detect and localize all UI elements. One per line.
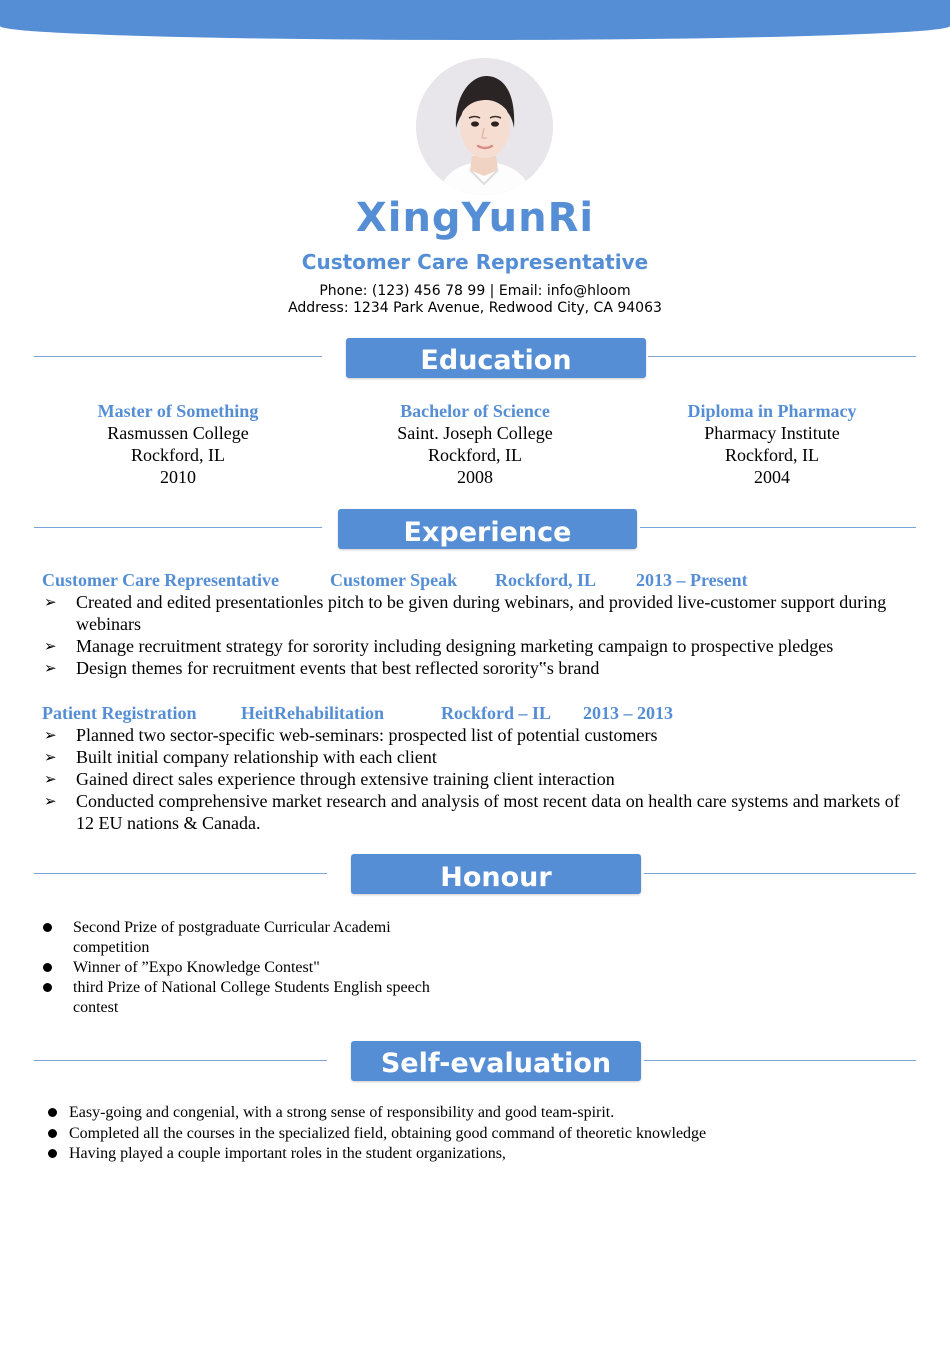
graduation-year: 2004 — [754, 467, 790, 487]
arrow-bullet-icon: ➢ — [44, 637, 57, 655]
arrow-bullet-icon: ➢ — [44, 748, 57, 766]
list-item: ➢ Gained direct sales experience through extensive training client interaction — [44, 769, 615, 789]
list-item: ➢ Design themes for recruitment events that best reflected sorority‟s brand — [44, 658, 600, 678]
job-company: HeitRehabilitation — [241, 703, 384, 723]
degree-title: Bachelor of Science — [400, 401, 550, 421]
self-evaluation-list — [69, 1103, 929, 1165]
job-title: Customer Care Representative — [301, 250, 649, 274]
bullet-dot-icon — [43, 963, 52, 972]
divider-line — [644, 1060, 916, 1061]
contact-address: Address: 1234 Park Avenue, Redwood City, CA 94063 — [288, 300, 662, 316]
school-name: Rasmussen College — [107, 423, 249, 443]
degree-title: Diploma in Pharmacy — [687, 401, 857, 421]
section-heading-self-evaluation: Self-evaluation — [351, 1041, 641, 1081]
school-name: Saint. Joseph College — [397, 423, 553, 443]
portrait-illustration — [416, 58, 553, 195]
profile-photo — [416, 58, 553, 195]
divider-line — [34, 356, 322, 357]
divider-line — [640, 527, 916, 528]
school-location: Rockford, IL — [428, 445, 522, 465]
job-company: Customer Speak — [330, 570, 458, 590]
bullet-dot-icon — [43, 923, 52, 932]
section-heading-honour: Honour — [351, 854, 641, 894]
education-entry — [622, 400, 922, 488]
job-bullet-list — [42, 591, 912, 679]
bullet-dot-icon — [48, 1149, 57, 1158]
divider-line — [644, 873, 916, 874]
job-role: Customer Care Representative — [42, 570, 279, 590]
arrow-bullet-icon: ➢ — [44, 593, 57, 611]
list-item: Easy-going and congenial, with a strong sense of responsibility and good team-spirit. — [69, 1103, 929, 1124]
top-banner — [0, 0, 950, 40]
degree-title: Master of Something — [97, 401, 259, 421]
honour-list — [73, 918, 443, 1018]
divider-line — [648, 356, 916, 357]
bullet-dot-icon — [48, 1129, 57, 1138]
job-location: Rockford – IL — [441, 703, 552, 723]
job-bullet-list — [42, 724, 912, 834]
education-entry — [325, 400, 625, 488]
bullet-dot-icon — [43, 983, 52, 992]
school-location: Rockford, IL — [131, 445, 225, 465]
job-dates: 2013 – Present — [636, 570, 748, 590]
bullet-dot-icon — [48, 1108, 57, 1117]
divider-line — [34, 1060, 327, 1061]
divider-line — [34, 873, 327, 874]
list-item: ➢ Conducted comprehensive market research and analysis of most recent data on health care systems and markets of 12 EU nations & Canada. — [44, 791, 900, 833]
education-entry — [28, 400, 328, 488]
job-role: Patient Registration — [42, 703, 197, 723]
list-item: ➢ Manage recruitment strategy for sorority including designing marketing campaign to prospective pledges — [44, 636, 834, 656]
list-item: Completed all the courses in the specialized field, obtaining good command of theoretic knowledge — [69, 1124, 929, 1145]
job-dates: 2013 – 2013 — [583, 703, 673, 723]
arrow-bullet-icon: ➢ — [44, 659, 57, 677]
section-heading-experience: Experience — [338, 509, 637, 549]
school-name: Pharmacy Institute — [704, 423, 840, 443]
job-location: Rockford, IL — [495, 570, 597, 590]
graduation-year: 2008 — [457, 467, 493, 487]
contact-phone-email: Phone: (123) 456 78 99 | Email: info@hloom — [319, 283, 631, 299]
graduation-year: 2010 — [160, 467, 196, 487]
list-item: third Prize of National College Students English speech contest — [73, 978, 443, 1018]
list-item: Second Prize of postgraduate Curricular Academi competition — [73, 918, 443, 958]
list-item: Winner of ”Expo Knowledge Contest" — [73, 958, 443, 978]
arrow-bullet-icon: ➢ — [44, 726, 57, 744]
arrow-bullet-icon: ➢ — [44, 770, 57, 788]
list-item: ➢ Planned two sector-specific web-seminars: prospected list of potential customers — [44, 725, 658, 745]
section-heading-education: Education — [346, 338, 646, 378]
candidate-name: XingYunRi — [355, 195, 595, 241]
school-location: Rockford, IL — [725, 445, 819, 465]
list-item: Having played a couple important roles in the student organizations, — [69, 1144, 929, 1165]
arrow-bullet-icon: ➢ — [44, 792, 57, 810]
list-item: ➢ Built initial company relationship with each client — [44, 747, 437, 767]
divider-line — [34, 527, 322, 528]
list-item: ➢ Created and edited presentationles pitch to be given during webinars, and provided live-customer support during webinars — [44, 592, 887, 634]
